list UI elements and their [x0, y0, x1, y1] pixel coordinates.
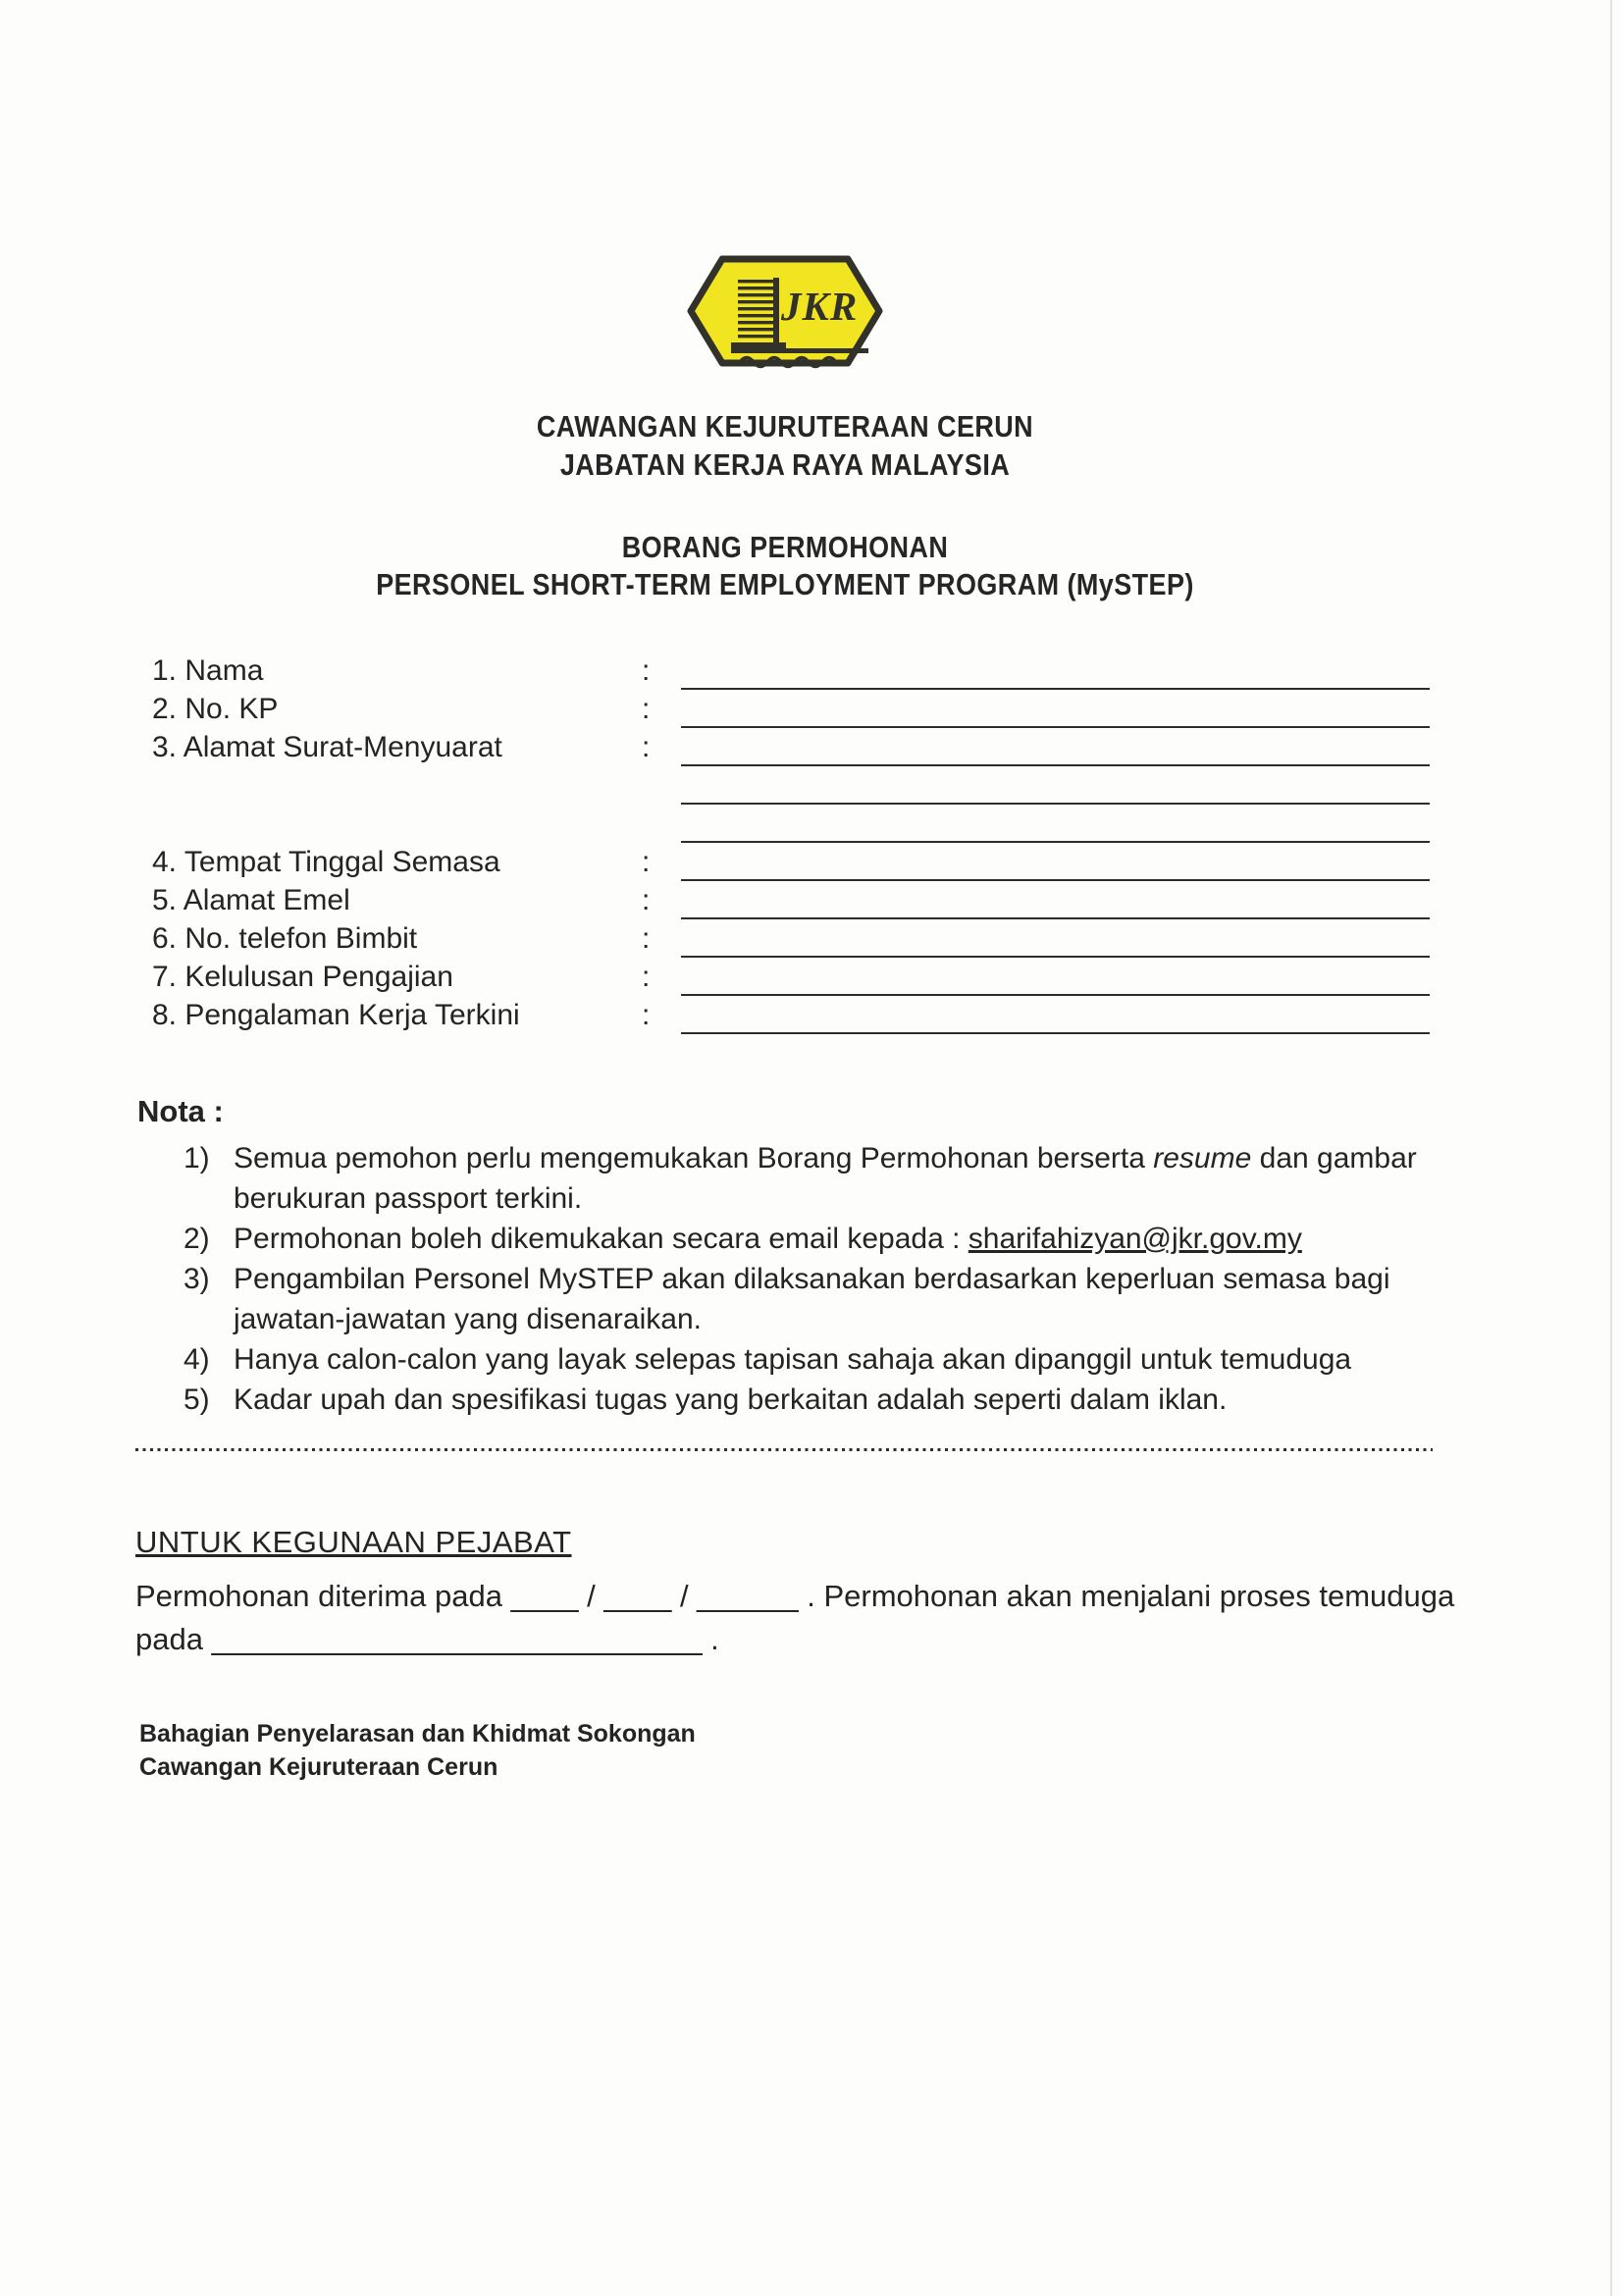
nota-item-text: Kadar upah dan spesifikasi tugas yang berkaitan adalah seperti dalam iklan. — [234, 1383, 1228, 1416]
nota-item-number: 2) — [183, 1223, 210, 1255]
nota-item-number: 3) — [183, 1263, 210, 1295]
nota-list — [183, 1138, 1455, 1420]
form-row-alamat-emel — [152, 881, 1430, 919]
form-row-alamat-surat-cont-2 — [152, 805, 1430, 843]
fill-line-telefon-bimbit — [681, 919, 1430, 958]
nota-item-number: 4) — [183, 1343, 210, 1376]
office-use-heading: UNTUK KEGUNAAN PEJABAT — [135, 1525, 572, 1559]
org-name-line2: JABATAN KERJA RAYA MALAYSIA — [559, 447, 1011, 482]
jkr-logo-text: JKR — [781, 284, 859, 329]
nota-item-2 — [183, 1219, 1455, 1259]
nota-item-1-italic: resume — [1153, 1142, 1252, 1174]
field-label-pengalaman: 8. Pengalaman Kerja Terkini — [152, 999, 520, 1031]
fill-line-no-kp — [681, 690, 1430, 728]
field-colon: : — [642, 654, 651, 687]
field-colon: : — [642, 961, 651, 993]
nota-item-2-pre: Permohonan boleh dikemukakan secara email kepada : — [234, 1223, 969, 1255]
field-label-alamat-surat: 3. Alamat Surat-Menyuarat — [152, 731, 502, 763]
nota-item-text — [234, 1138, 1455, 1219]
nota-item-number: 1) — [183, 1142, 210, 1174]
field-label-kelulusan: 7. Kelulusan Pengajian — [152, 961, 453, 993]
form-row-telefon-bimbit — [152, 919, 1430, 958]
nota-item-4 — [183, 1339, 1455, 1380]
field-label-no-kp: 2. No. KP — [152, 693, 279, 725]
fill-line-nama — [681, 652, 1430, 690]
field-colon: : — [642, 922, 651, 955]
field-colon: : — [642, 731, 651, 763]
page-edge-shadow — [1610, 0, 1612, 2296]
nota-item-3 — [183, 1259, 1455, 1339]
nota-item-1 — [183, 1138, 1455, 1219]
nota-item-text: Hanya calon-calon yang layak selepas tapisan sahaja akan dipanggil untuk temuduga — [234, 1343, 1352, 1376]
jkr-logo — [0, 252, 1570, 370]
fill-line-alamat-surat — [681, 728, 1430, 766]
org-name-line1: CAWANGAN KEJURUTERAAN CERUN — [536, 409, 1034, 444]
form-row-no-kp — [152, 690, 1430, 728]
field-colon: : — [642, 999, 651, 1031]
fill-line-alamat-surat-cont-2 — [681, 805, 1430, 843]
dotted-divider — [135, 1448, 1433, 1451]
footer-division — [139, 1717, 696, 1784]
form-row-nama — [152, 652, 1430, 690]
org-header — [102, 407, 1468, 484]
office-use-line2: pada _____________________________ . — [135, 1622, 719, 1656]
fill-line-alamat-emel — [681, 881, 1430, 919]
form-row-kelulusan — [152, 958, 1430, 996]
field-colon: : — [642, 884, 651, 916]
email-address: sharifahizyan@jkr.gov.my — [968, 1223, 1302, 1255]
nota-item-text: Pengambilan Personel MySTEP akan dilaksanakan berdasarkan keperluan semasa bagi jawatan-jawatan yang disenaraikan. — [234, 1263, 1390, 1335]
field-label-alamat-emel: 5. Alamat Emel — [152, 884, 350, 916]
form-row-alamat-surat-cont-1 — [152, 766, 1430, 805]
nota-item-text — [234, 1219, 1455, 1259]
form-title-line1: BORANG PERMOHONAN — [621, 530, 949, 564]
application-form-fields — [152, 652, 1430, 1034]
field-colon: : — [642, 846, 651, 878]
field-colon: : — [642, 693, 651, 725]
field-label-telefon-bimbit: 6. No. telefon Bimbit — [152, 922, 418, 955]
nota-item-1-post: dan gambar berukuran passport terkini. — [234, 1142, 1417, 1215]
nota-item-number: 5) — [183, 1383, 210, 1416]
jkr-logo-graphic — [687, 252, 883, 370]
field-label-tempat-tinggal: 4. Tempat Tinggal Semasa — [152, 846, 500, 878]
footer-division-line1: Bahagian Penyelarasan dan Khidmat Sokongan — [139, 1720, 696, 1748]
office-use-section — [135, 1523, 1568, 1661]
nota-heading: Nota : — [137, 1094, 224, 1128]
nota-item-5 — [183, 1380, 1455, 1420]
fill-line-kelulusan — [681, 958, 1430, 996]
form-row-pengalaman — [152, 996, 1430, 1034]
form-row-tempat-tinggal — [152, 843, 1430, 881]
footer-division-line2: Cawangan Kejuruteraan Cerun — [139, 1753, 498, 1781]
form-title — [102, 529, 1468, 603]
form-row-alamat-surat — [152, 728, 1430, 766]
nota-item-1-pre: Semua pemohon perlu mengemukakan Borang Permohonan berserta — [234, 1142, 1154, 1174]
office-use-line1: Permohonan diterima pada ____ / ____ / ______ . Permohonan akan menjalani proses temuduga — [135, 1579, 1455, 1613]
form-title-line2: PERSONEL SHORT-TERM EMPLOYMENT PROGRAM (MySTEP) — [376, 567, 1194, 601]
field-label-nama: 1. Nama — [152, 654, 264, 687]
fill-line-tempat-tinggal — [681, 843, 1430, 881]
fill-line-pengalaman — [681, 996, 1430, 1034]
fill-line-alamat-surat-cont-1 — [681, 766, 1430, 805]
